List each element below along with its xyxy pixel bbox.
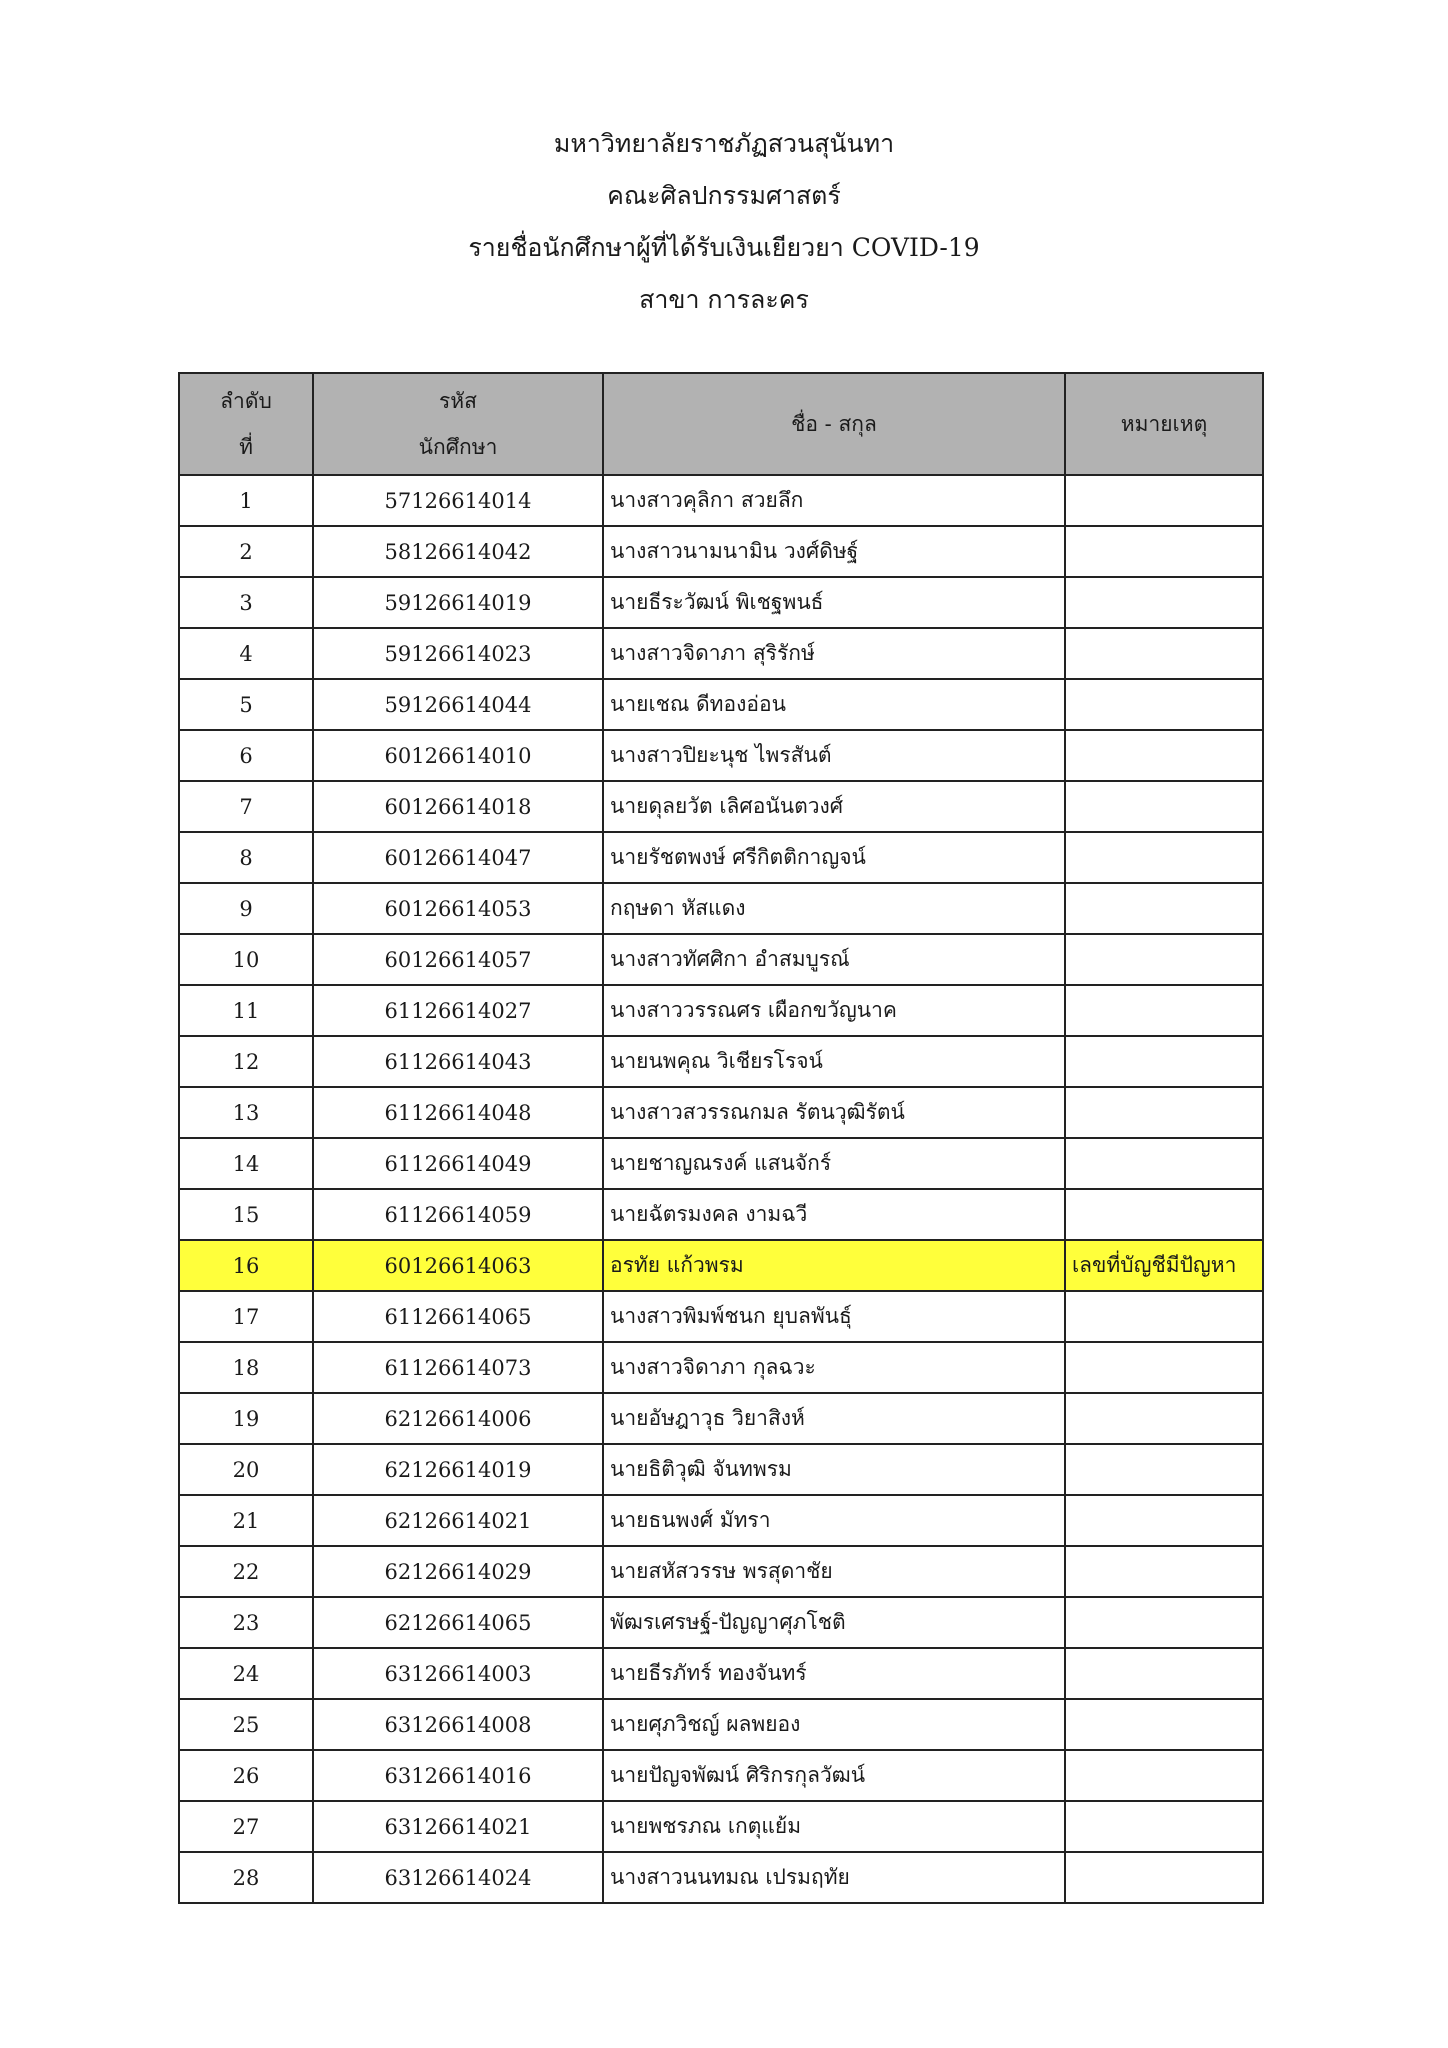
table-row <box>179 1648 1263 1699</box>
table-row <box>179 1036 1263 1087</box>
row-number: 16 <box>179 1240 313 1291</box>
row-number: 23 <box>179 1597 313 1648</box>
row-number: 2 <box>179 526 313 577</box>
student-name: นายพชรภณ เกตุแย้ม <box>603 1801 1065 1852</box>
student-code: 62126614021 <box>313 1495 603 1546</box>
row-note <box>1065 526 1263 577</box>
student-code: 61126614073 <box>313 1342 603 1393</box>
student-name: พัฒรเศรษฐ์-ปัญญาศุภโชติ <box>603 1597 1065 1648</box>
student-code: 63126614024 <box>313 1852 603 1903</box>
row-number: 25 <box>179 1699 313 1750</box>
table-row <box>179 1597 1263 1648</box>
student-code: 63126614016 <box>313 1750 603 1801</box>
student-name: นายธีรภัทร์ ทองจันทร์ <box>603 1648 1065 1699</box>
row-number: 4 <box>179 628 313 679</box>
student-code: 61126614065 <box>313 1291 603 1342</box>
student-name: นางสาวนามนามิน วงศ์ดิษฐ์ <box>603 526 1065 577</box>
row-note <box>1065 832 1263 883</box>
row-note <box>1065 781 1263 832</box>
row-note <box>1065 730 1263 781</box>
document-header <box>0 118 1448 326</box>
student-code: 60126614047 <box>313 832 603 883</box>
row-number: 7 <box>179 781 313 832</box>
row-note <box>1065 985 1263 1036</box>
student-name: นายปัญจพัฒน์ ศิริกรกุลวัฒน์ <box>603 1750 1065 1801</box>
student-code: 59126614019 <box>313 577 603 628</box>
row-number: 19 <box>179 1393 313 1444</box>
table-row <box>179 1495 1263 1546</box>
student-code: 59126614023 <box>313 628 603 679</box>
row-note <box>1065 1444 1263 1495</box>
header-no-line2: ที่ <box>239 435 253 459</box>
university-name: มหาวิทยาลัยราชภัฏสวนสุนันทา <box>553 129 895 158</box>
student-name: นายอัษฎาวุธ วิยาสิงห์ <box>603 1393 1065 1444</box>
document-title: รายชื่อนักศึกษาผู้ที่ได้รับเงินเยียวยา COVID-19 <box>468 233 980 262</box>
student-name: นายธนพงศ์ มัทรา <box>603 1495 1065 1546</box>
student-code: 61126614027 <box>313 985 603 1036</box>
row-number: 15 <box>179 1189 313 1240</box>
row-note <box>1065 1036 1263 1087</box>
student-code: 60126614010 <box>313 730 603 781</box>
student-name: อรทัย แก้วพรม <box>603 1240 1065 1291</box>
student-name: นายนพคุณ วิเชียรโรจน์ <box>603 1036 1065 1087</box>
table-row <box>179 883 1263 934</box>
student-code: 57126614014 <box>313 475 603 526</box>
header-code-line2: นักศึกษา <box>418 435 498 459</box>
table-row <box>179 526 1263 577</box>
header-no-line1: ลำดับ <box>220 389 272 413</box>
student-code: 60126614063 <box>313 1240 603 1291</box>
row-note <box>1065 883 1263 934</box>
table-row <box>179 1189 1263 1240</box>
row-number: 8 <box>179 832 313 883</box>
student-name: นางสาววรรณศร เผือกขวัญนาค <box>603 985 1065 1036</box>
student-code: 63126614008 <box>313 1699 603 1750</box>
row-number: 10 <box>179 934 313 985</box>
row-number: 13 <box>179 1087 313 1138</box>
table-row <box>179 475 1263 526</box>
row-note <box>1065 1648 1263 1699</box>
student-code: 58126614042 <box>313 526 603 577</box>
student-name: นางสาวจิดาภา กุลฉวะ <box>603 1342 1065 1393</box>
student-name: นางสาวสวรรณกมล รัตนวุฒิรัตน์ <box>603 1087 1065 1138</box>
table-row <box>179 985 1263 1036</box>
header-no <box>179 373 313 475</box>
row-number: 21 <box>179 1495 313 1546</box>
program-name: สาขา การละคร <box>639 285 809 314</box>
student-code: 60126614057 <box>313 934 603 985</box>
row-note <box>1065 679 1263 730</box>
student-name: นายสหัสวรรษ พรสุดาชัย <box>603 1546 1065 1597</box>
row-number: 22 <box>179 1546 313 1597</box>
student-code: 59126614044 <box>313 679 603 730</box>
row-note <box>1065 1138 1263 1189</box>
row-number: 24 <box>179 1648 313 1699</box>
table-row <box>179 1393 1263 1444</box>
student-code: 62126614019 <box>313 1444 603 1495</box>
row-number: 27 <box>179 1801 313 1852</box>
row-note <box>1065 1393 1263 1444</box>
table-row <box>179 1291 1263 1342</box>
student-name: นายธีระวัฒน์ พิเชฐพนธ์ <box>603 577 1065 628</box>
student-table <box>178 372 1264 1904</box>
row-number: 28 <box>179 1852 313 1903</box>
table-row <box>179 1699 1263 1750</box>
row-note <box>1065 1801 1263 1852</box>
table-row <box>179 934 1263 985</box>
faculty-name: คณะศิลปกรรมศาสตร์ <box>607 181 841 210</box>
student-code: 60126614053 <box>313 883 603 934</box>
student-name: กฤษดา หัสแดง <box>603 883 1065 934</box>
row-number: 20 <box>179 1444 313 1495</box>
row-note <box>1065 475 1263 526</box>
student-name: นายดุลยวัต เลิศอนันตวงศ์ <box>603 781 1065 832</box>
student-code: 63126614003 <box>313 1648 603 1699</box>
student-name: นางสาวนนทมณ เปรมฤทัย <box>603 1852 1065 1903</box>
row-number: 12 <box>179 1036 313 1087</box>
student-code: 62126614006 <box>313 1393 603 1444</box>
table-row <box>179 628 1263 679</box>
header-name: ชื่อ - สกุล <box>603 373 1065 475</box>
student-code: 61126614043 <box>313 1036 603 1087</box>
table-row <box>179 1240 1263 1291</box>
row-note <box>1065 577 1263 628</box>
header-note: หมายเหตุ <box>1065 373 1263 475</box>
row-number: 26 <box>179 1750 313 1801</box>
row-note: เลขที่บัญชีมีปัญหา <box>1065 1240 1263 1291</box>
row-number: 1 <box>179 475 313 526</box>
header-code <box>313 373 603 475</box>
table-row <box>179 1801 1263 1852</box>
student-name: นายธิติวุฒิ จันทพรม <box>603 1444 1065 1495</box>
student-code: 60126614018 <box>313 781 603 832</box>
student-code: 61126614048 <box>313 1087 603 1138</box>
row-number: 6 <box>179 730 313 781</box>
student-name: นายชาญณรงค์ แสนจักร์ <box>603 1138 1065 1189</box>
student-name: นายรัชตพงษ์ ศรีกิตติกาญจน์ <box>603 832 1065 883</box>
row-note <box>1065 1342 1263 1393</box>
row-note <box>1065 1087 1263 1138</box>
student-name: นางสาวพิมพ์ชนก ยุบลพันธุ์ <box>603 1291 1065 1342</box>
student-name: นายศุภวิชญ์ ผลพยอง <box>603 1699 1065 1750</box>
row-number: 18 <box>179 1342 313 1393</box>
table-row <box>179 1750 1263 1801</box>
table-body <box>179 475 1263 1903</box>
row-number: 17 <box>179 1291 313 1342</box>
table-header-row <box>179 373 1263 475</box>
table-row <box>179 1444 1263 1495</box>
student-code: 62126614029 <box>313 1546 603 1597</box>
student-name: นางสาวคุลิกา สวยลึก <box>603 475 1065 526</box>
table-row <box>179 679 1263 730</box>
row-note <box>1065 1750 1263 1801</box>
table-row <box>179 1546 1263 1597</box>
row-note <box>1065 1852 1263 1903</box>
student-name: นายฉัตรมงคล งามฉวี <box>603 1189 1065 1240</box>
row-note <box>1065 628 1263 679</box>
row-number: 9 <box>179 883 313 934</box>
table-row <box>179 781 1263 832</box>
student-name: นางสาวทัศศิกา อำสมบูรณ์ <box>603 934 1065 985</box>
row-note <box>1065 934 1263 985</box>
student-code: 62126614065 <box>313 1597 603 1648</box>
table-row <box>179 577 1263 628</box>
row-number: 5 <box>179 679 313 730</box>
row-number: 3 <box>179 577 313 628</box>
table-row <box>179 1852 1263 1903</box>
table-row <box>179 1342 1263 1393</box>
row-number: 11 <box>179 985 313 1036</box>
student-name: นายเชณ ดีทองอ่อน <box>603 679 1065 730</box>
row-note <box>1065 1546 1263 1597</box>
table-row <box>179 832 1263 883</box>
table-row <box>179 730 1263 781</box>
student-code: 63126614021 <box>313 1801 603 1852</box>
row-number: 14 <box>179 1138 313 1189</box>
student-code: 61126614059 <box>313 1189 603 1240</box>
row-note <box>1065 1189 1263 1240</box>
row-note <box>1065 1699 1263 1750</box>
student-name: นางสาวปิยะนุช ไพรสันต์ <box>603 730 1065 781</box>
header-code-line1: รหัส <box>439 389 477 413</box>
row-note <box>1065 1597 1263 1648</box>
student-code: 61126614049 <box>313 1138 603 1189</box>
row-note <box>1065 1291 1263 1342</box>
student-name: นางสาวจิดาภา สุริรักษ์ <box>603 628 1065 679</box>
table-row <box>179 1138 1263 1189</box>
table-row <box>179 1087 1263 1138</box>
row-note <box>1065 1495 1263 1546</box>
